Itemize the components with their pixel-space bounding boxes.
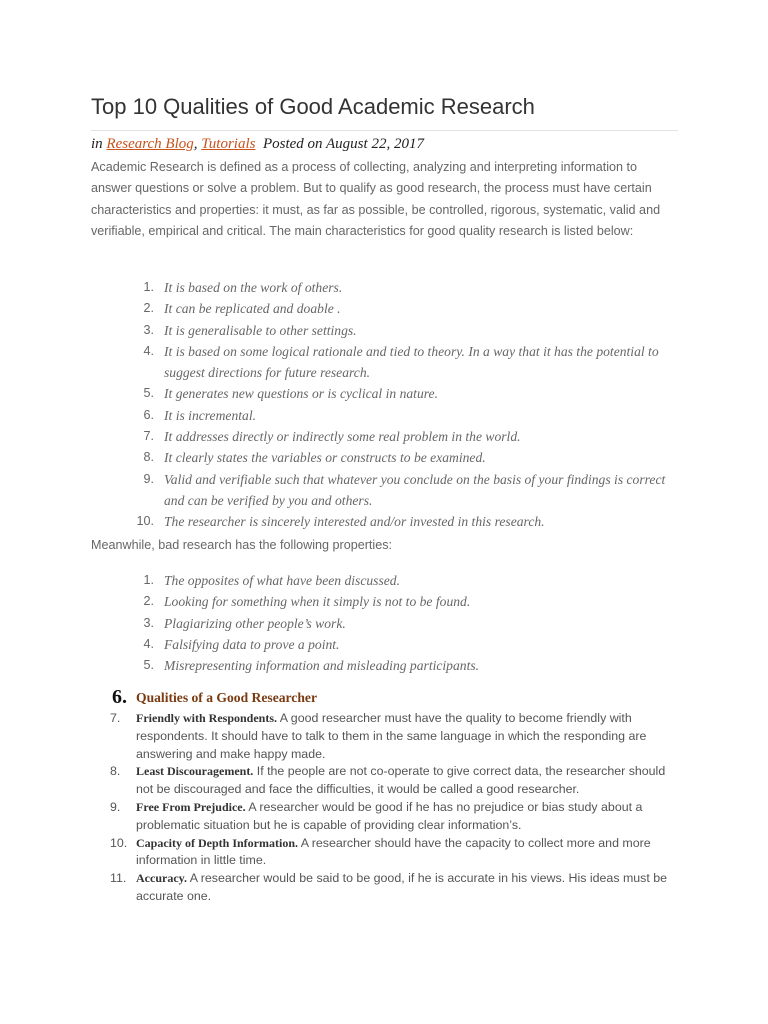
bad-research-list bbox=[138, 570, 668, 676]
researcher-qualities-list bbox=[110, 710, 680, 906]
list-item bbox=[110, 710, 680, 763]
title-divider bbox=[91, 130, 678, 131]
list-item bbox=[138, 511, 668, 532]
quality-label: Free From Prejudice. bbox=[136, 799, 246, 814]
list-number: 5. bbox=[143, 386, 154, 401]
quality-text: A good researcher must have the quality to become friendly with respondents. It should have to talk to them in the same language in which the responding are answering and make happy made. bbox=[136, 711, 647, 761]
list-number: 10. bbox=[110, 835, 128, 850]
list-text: The researcher is sincerely interested and/or invested in this research. bbox=[164, 514, 545, 530]
quality-text: A researcher should have the capacity to collect more and more information in little time. bbox=[136, 835, 651, 868]
quality-label: Accuracy. bbox=[136, 871, 187, 886]
list-item bbox=[138, 469, 668, 512]
list-number: 8. bbox=[143, 450, 154, 465]
list-item bbox=[138, 655, 668, 676]
list-item bbox=[138, 298, 668, 319]
list-text: Misrepresenting information and misleading participants. bbox=[164, 658, 480, 674]
section-heading: Qualities of a Good Researcher bbox=[136, 690, 317, 705]
quality-text: A researcher would be said to be good, if he is accurate in his views. His ideas must be accurate one. bbox=[136, 871, 668, 903]
list-item bbox=[138, 570, 668, 591]
list-number: 3. bbox=[143, 322, 154, 337]
list-number: 10. bbox=[136, 514, 154, 529]
quality-label: Least Discouragement. bbox=[136, 764, 254, 779]
list-number: 11. bbox=[110, 871, 127, 886]
list-item bbox=[138, 591, 668, 612]
meta-prefix: in bbox=[91, 136, 107, 152]
quality-text: A researcher would be good if he has no prejudice or bias study about a problematic situation but he is capable of providing clear information’s. bbox=[136, 799, 643, 832]
category-link-research-blog[interactable]: Research Blog bbox=[106, 136, 194, 152]
list-number: 2. bbox=[143, 301, 154, 316]
list-text: Plagiarizing other people’s work. bbox=[164, 615, 346, 631]
list-text: It addresses directly or indirectly some real problem in the world. bbox=[164, 429, 521, 445]
section-number: 6. bbox=[112, 686, 127, 708]
list-item bbox=[138, 383, 668, 404]
list-number: 8. bbox=[110, 764, 121, 779]
list-number: 5. bbox=[143, 658, 154, 673]
list-text: The opposites of what have been discussed. bbox=[164, 573, 400, 588]
list-item bbox=[138, 634, 668, 655]
list-number: 6. bbox=[143, 407, 154, 422]
posted-date: Posted on August 22, 2017 bbox=[262, 136, 424, 152]
list-text: Valid and verifiable such that whatever you conclude on the basis of your findings is correct and can be verified by you and others. bbox=[164, 471, 666, 508]
quality-label: Friendly with Respondents. bbox=[136, 711, 278, 725]
list-number: 2. bbox=[143, 594, 154, 609]
list-number: 1. bbox=[143, 573, 154, 587]
list-number: 9. bbox=[110, 799, 121, 814]
list-text: It clearly states the variables or constructs to be examined. bbox=[164, 450, 486, 466]
meta-separator: , bbox=[193, 136, 198, 152]
quality-text: If the people are not co-operate to give correct data, the researcher should not be discouraged and face the difficulties, it would be called a good researcher. bbox=[136, 764, 666, 797]
list-item bbox=[138, 405, 668, 426]
list-number: 7. bbox=[110, 711, 121, 725]
list-item bbox=[138, 613, 668, 634]
good-research-list bbox=[138, 277, 668, 533]
post-meta bbox=[91, 133, 424, 155]
list-text: It is incremental. bbox=[164, 407, 256, 423]
list-item bbox=[138, 277, 668, 298]
list-item bbox=[138, 426, 668, 447]
list-number: 3. bbox=[143, 615, 154, 630]
list-item bbox=[110, 835, 680, 871]
list-number: 4. bbox=[143, 343, 154, 358]
list-text: Looking for something when it simply is not to be found. bbox=[164, 594, 471, 610]
category-link-tutorials[interactable]: Tutorials bbox=[201, 136, 256, 152]
list-text: It is based on the work of others. bbox=[164, 280, 343, 295]
list-item bbox=[138, 341, 668, 384]
list-item bbox=[110, 870, 680, 906]
list-item bbox=[110, 799, 680, 835]
quality-label: Capacity of Depth Information. bbox=[136, 835, 298, 850]
list-number: 9. bbox=[143, 471, 154, 486]
bad-research-intro: Meanwhile, bad research has the following properties: bbox=[91, 538, 393, 552]
list-text: Falsifying data to prove a point. bbox=[164, 636, 340, 652]
list-text: It can be replicated and doable . bbox=[164, 301, 341, 317]
list-text: It is generalisable to other settings. bbox=[164, 322, 357, 338]
list-item bbox=[138, 447, 668, 468]
page-title: Top 10 Qualities of Good Academic Research bbox=[91, 94, 535, 119]
list-item bbox=[138, 320, 668, 341]
intro-paragraph: Academic Research is defined as a process of collecting, analyzing and interpreting information to answer questions or solve a problem. But to qualify as good research, the process must have certain characteristics and properties: it must, as far as possible, be controlled, rigorous, systematic, valid and verifiable, empirical and critical. The main characteristics for good quality research is listed below: bbox=[91, 160, 661, 238]
list-item bbox=[110, 763, 680, 799]
list-text: It generates new questions or is cyclical in nature. bbox=[164, 386, 438, 402]
list-text: It is based on some logical rationale and tied to theory. In a way that it has the potential to suggest directions for future research. bbox=[164, 343, 659, 381]
list-number: 4. bbox=[143, 636, 154, 651]
list-number: 1. bbox=[143, 280, 154, 294]
list-number: 7. bbox=[143, 429, 154, 444]
